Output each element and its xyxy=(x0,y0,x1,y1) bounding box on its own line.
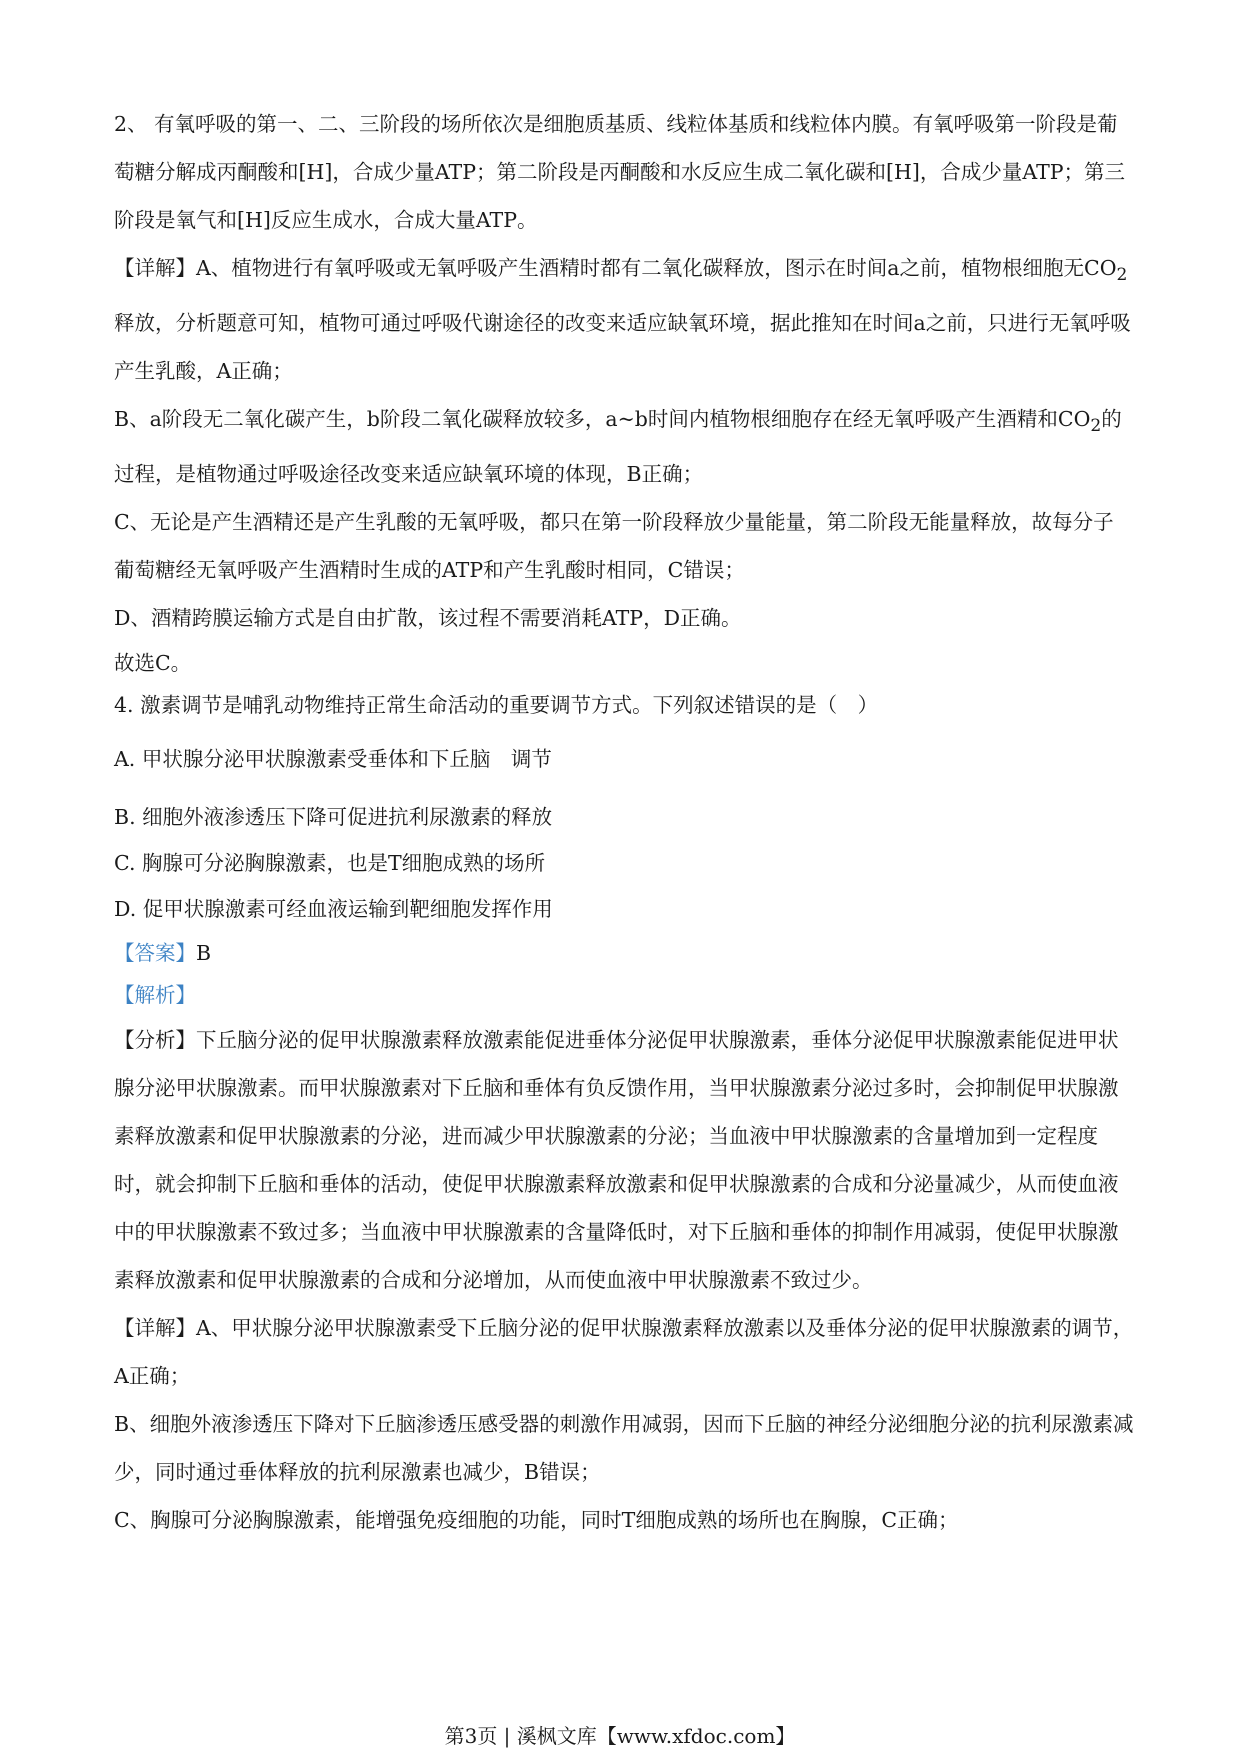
page-footer: 第3页 | 溪枫文库【www.xfdoc.com】 xyxy=(444,1724,796,1748)
detail-label: 【详解】 xyxy=(114,1316,196,1341)
q3-detail-b: B、a阶段无二氧化碳产生，b阶段二氧化碳释放较多，a~b时间内植物根细胞存在经无氧呼吸产生酒精和$CO_2$的过程，是植物通过呼吸途径改变来适应缺氧环境的体现，B正确； xyxy=(114,407,1122,487)
analysis-label: 【解析】 xyxy=(114,983,196,1008)
subscript-2: 2 xyxy=(1090,416,1102,437)
paragraph-respiration-stages: 2、 有氧呼吸的第一、二、三阶段的场所依次是细胞质基质、线粒体基质和线粒体内膜。有氧呼吸第一阶段是葡萄糖分解成丙酮酸和[H]，合成少量ATP；第二阶段是丙酮酸和水反应生成二氧化碳和[H]，合成少量ATP；第三阶段是氧气和[H]反应生成水，合成大量ATP。 xyxy=(114,112,1126,232)
option-b: B. 细胞外液渗透压下降可促进抗利尿激素的释放 xyxy=(114,805,553,830)
q4-detail-a: 【详解】A、甲状腺分泌甲状腺激素受下丘脑分泌的促甲状腺激素释放激素以及垂体分泌的促甲状腺激素的调节，A正确； xyxy=(114,1316,1134,1389)
analysis-heading: 【分析】 xyxy=(114,1028,196,1053)
answer-label: 【答案】 xyxy=(114,941,196,966)
q3-detail-a: 【详解】A、植物进行有氧呼吸或无氧呼吸产生酒精时都有二氧化碳释放，图示在时间a之前，植物根细胞无$CO_2$释放，分析题意可知，植物可通过呼吸代谢途径的改变来适应缺氧环境，据此推知在时间a之前，只进行无氧呼吸产生乳酸，A正确； xyxy=(114,256,1131,384)
option-d: D. 促甲状腺激素可经血液运输到靶细胞发挥作用 xyxy=(114,897,553,922)
option-c: C. 胸腺可分泌胸腺激素，也是T细胞成熟的场所 xyxy=(114,851,546,876)
answer-value: B xyxy=(196,941,212,966)
question-4-stem: 4. 激素调节是哺乳动物维持正常生命活动的重要调节方式。下列叙述错误的是（ ） xyxy=(114,693,879,718)
document-page xyxy=(114,100,1134,1544)
q3-conclusion: 故选C。 xyxy=(114,651,192,676)
q4-detail-c: C、胸腺可分泌胸腺激素，能增强免疫细胞的功能，同时T细胞成熟的场所也在胸腺，C正确； xyxy=(114,1508,959,1533)
q3-detail-d: D、酒精跨膜运输方式是自由扩散，该过程不需要消耗ATP，D正确。 xyxy=(114,606,742,631)
subscript-2: 2 xyxy=(1116,265,1128,286)
analysis-paragraph: 【分析】下丘脑分泌的促甲状腺激素释放激素能促进垂体分泌促甲状腺激素，垂体分泌促甲状腺激素能促进甲状腺分泌甲状腺激素。而甲状腺激素对下丘脑和垂体有负反馈作用，当甲状腺激素分泌过多时，会抑制促甲状腺激素释放激素和促甲状腺激素的分泌，进而减少甲状腺激素的分泌；当血液中甲状腺激素的含量增加到一定程度时，就会抑制下丘脑和垂体的活动，使促甲状腺激素释放激素和促甲状腺激素的合成和分泌量减少，从而使血液中的甲状腺激素不致过多；当血液中甲状腺激素的含量降低时，对下丘脑和垂体的抑制作用减弱，使促甲状腺激素释放激素和促甲状腺激素的合成和分泌增加，从而使血液中甲状腺激素不致过少。 xyxy=(114,1028,1119,1293)
option-a: A. 甲状腺分泌甲状腺激素受垂体和下丘脑 调节 xyxy=(114,747,552,772)
q4-detail-b: B、细胞外液渗透压下降对下丘脑渗透压感受器的刺激作用减弱，因而下丘脑的神经分泌细胞分泌的抗利尿激素减少，同时通过垂体释放的抗利尿激素也减少，B错误； xyxy=(114,1412,1134,1485)
answer-line xyxy=(114,932,1134,974)
q3-detail-c: C、无论是产生酒精还是产生乳酸的无氧呼吸，都只在第一阶段释放少量能量，第二阶段无能量释放，故每分子葡萄糖经无氧呼吸产生酒精时生成的ATP和产生乳酸时相同，C错误； xyxy=(114,510,1114,583)
detail-label: 【详解】 xyxy=(114,256,196,280)
